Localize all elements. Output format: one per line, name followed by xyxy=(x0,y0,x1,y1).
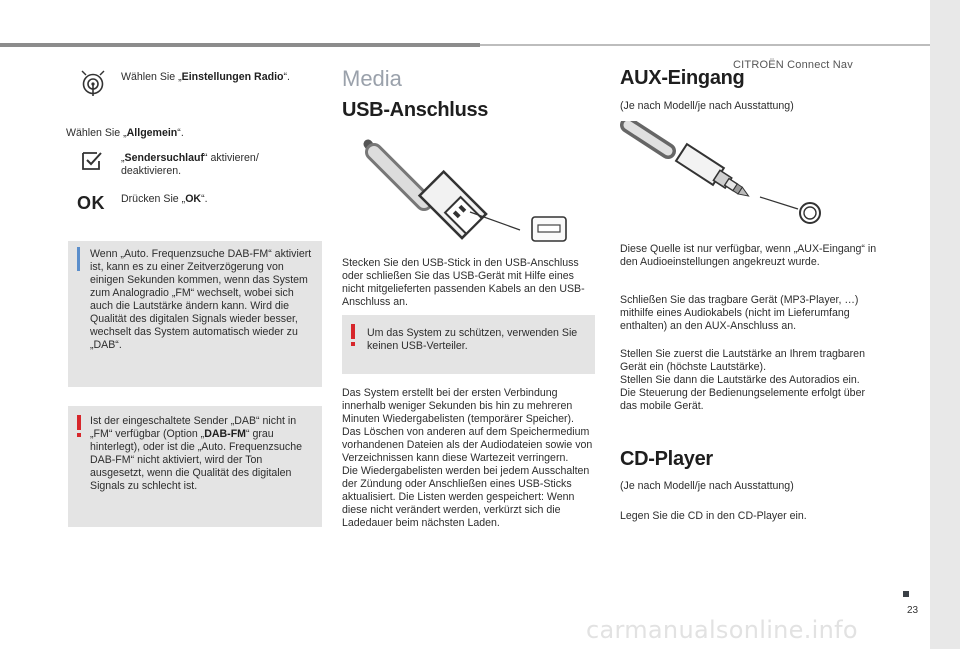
step-einstellungen-radio: Wählen Sie „Einstellungen Radio“. xyxy=(121,71,290,83)
aux-paragraph-2: Schließen Sie das tragbare Gerät (MP3-Player, …) mithilfe eines Audiokabels (nicht im Lieferumfang enthalten) an den AUX-Anschluss an. xyxy=(620,294,859,332)
warning-icon xyxy=(76,415,82,437)
media-heading: Media xyxy=(342,66,402,91)
header-rule-light xyxy=(480,44,930,46)
usb-paragraph-2: Das System erstellt bei der ersten Verbindung innerhalb weniger Sekunden bis hin zu mehreren Minuten Wiedergabelisten (temporärer Speicher). Das Löschen von anderen auf dem Speichermedium vorhandenen Dateien als der Audiodateien sowie von Verzeichnissen kann diese Wartezeit verringern. Die Wiedergabelisten werden bei jedem Ausschalten der Zündung oder Anschließen eines USB-Sticks aktualisiert. Die Listen werden gespeichert: Wenn diese nicht verändert werden, verkürzt sich die Ladedauer beim nächsten Laden. xyxy=(342,387,593,529)
aux-paragraph-1: Diese Quelle ist nur verfügbar, wenn „AUX-Eingang“ in den Audioeinstellungen angekreuzt wurde. xyxy=(620,243,877,268)
ok-icon: OK xyxy=(77,193,105,213)
cd-note: (Je nach Modell/je nach Ausstattung) xyxy=(620,480,794,492)
warning-box-dab xyxy=(68,406,322,527)
aux-note: (Je nach Modell/je nach Ausstattung) xyxy=(620,100,794,112)
radio-settings-icon xyxy=(76,66,108,98)
usb-warning-text: Um das System zu schützen, verwenden Sie keinen USB-Verteiler. xyxy=(367,327,578,352)
page-number: 23 xyxy=(907,605,919,616)
step-allgemein: Wählen Sie „Allgemein“. xyxy=(66,127,184,139)
info-box-dab xyxy=(68,241,322,387)
end-marker xyxy=(903,591,909,597)
cd-paragraph: Legen Sie die CD in den CD-Player ein. xyxy=(620,510,807,522)
aux-heading: AUX-Eingang xyxy=(620,67,745,89)
warning-icon xyxy=(350,324,356,346)
header-rule-dark xyxy=(0,43,480,47)
checkbox-icon xyxy=(81,149,105,173)
page-side-strip xyxy=(930,0,960,649)
info-text: Wenn „Auto. Frequenzsuche DAB-FM“ aktiviert ist, kann es zu einer Zeitverzögerung von einigen Sekunden kommen, wenn das System zum Analogradio „FM“ wechselt, wobei sich auch die Lautstärke ändern kann. Wird die Qualität des digitalen Signals wieder besser, wechselt das System automatisch wieder zu „DAB“. xyxy=(90,248,312,351)
aux-jack-illustration xyxy=(620,121,830,231)
step-ok: Drücken Sie „OK“. xyxy=(121,193,208,205)
watermark: carmanualsonline.info xyxy=(586,616,858,644)
cd-heading: CD-Player xyxy=(620,448,713,470)
aux-paragraph-3: Stellen Sie zuerst die Lautstärke an Ihrem tragbaren Gerät ein (höchste Lautstärke). Stellen Sie dann die Lautstärke des Autoradios ein. Die Steuerung der Bedienungselemente erfolgt über das mobile Gerät. xyxy=(620,348,865,412)
usb-paragraph-1: Stecken Sie den USB-Stick in den USB-Anschluss oder schließen Sie das USB-Gerät mit Hilfe eines nicht mitgelieferten passenden Kabels an den USB-Anschluss an. xyxy=(342,257,585,308)
warning-box-usb xyxy=(342,315,595,374)
info-icon xyxy=(77,247,80,271)
warning-text: Ist der eingeschaltete Sender „DAB“ nicht in „FM“ verfügbar (Option „DAB-FM“ grau hinterlegt), oder ist die „Auto. Frequenzsuche DAB-FM“ nicht aktiviert, wird der Ton ausgesetzt, wenn die Qualität des digitalen Signals zu schlecht ist. xyxy=(90,415,302,492)
usb-connector-illustration xyxy=(360,130,572,246)
step-sendersuchlauf: „Sendersuchlauf“ aktivieren/ deaktivieren. xyxy=(121,152,259,177)
usb-heading: USB-Anschluss xyxy=(342,99,489,121)
header-brand: CITROËN Connect Nav xyxy=(733,59,853,71)
